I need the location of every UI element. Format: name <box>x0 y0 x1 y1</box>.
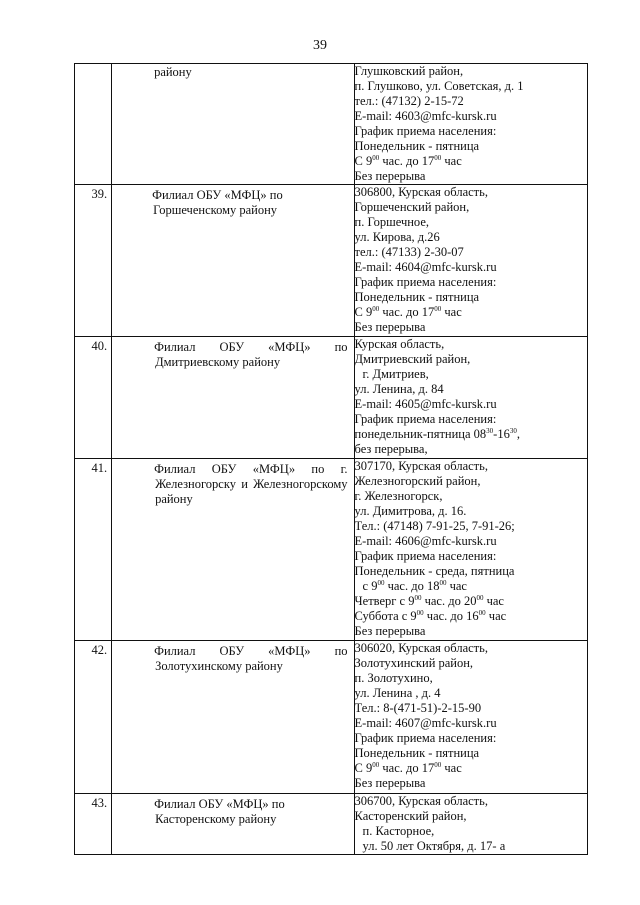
schedule-line: Четверг с $9^{00}$ час. до $20^{00}$ час <box>354 593 504 608</box>
schedule-line: понедельник-пятница $08^{30}-16^{30}$, <box>354 426 520 441</box>
row-number-cell <box>75 64 112 185</box>
row-number-cell: 42. <box>75 641 112 794</box>
address-cell: Курская область, Дмитриевский район, г. Дмитриев, ул. Ленина, д. 84 E-mail: 4605@mfc-kursk.ru График приема населения: понедельник-пятница $08^{30}-16^{30}$, без перерыва, <box>354 337 587 459</box>
branch-name-cell: Филиал ОБУ «МФЦ» по Горшеченскому району <box>112 185 354 337</box>
address-cell: 306800, Курская область, Горшеченский район, п. Горшечное, ул. Кирова, д.26 тел.: (47133) 2-30-07 E-mail: 4604@mfc-kursk.ru График приема населения: Понедельник - пятница С $9^{00}$ час. до $17^{00}$ час Без перерыва <box>354 185 587 337</box>
table-row <box>75 185 588 337</box>
schedule-line: С $9^{00}$ час. до $17^{00}$ час <box>354 760 462 775</box>
row-number-cell: 41. <box>75 459 112 641</box>
table-row <box>75 794 588 855</box>
table-row <box>75 459 588 641</box>
branch-name-cell: Филиал ОБУ «МФЦ» по Золотухинскому району <box>112 641 354 794</box>
schedule-line: Суббота с $9^{00}$ час. до $16^{00}$ час <box>354 608 507 623</box>
address-cell: Глушковский район, п. Глушково, ул. Советская, д. 1 тел.: (47132) 2-15-72 E-mail: 4603@mfc-kursk.ru График приема населения: Понедельник - пятница С $9^{00}$ час. до $17^{00}$ час Без перерыва <box>354 64 587 185</box>
branch-name-cell: району <box>112 64 354 185</box>
schedule-line: С $9^{00}$ час. до $17^{00}$ час <box>354 153 462 168</box>
address-cell: 307170, Курская область, Железногорский район, г. Железногорск, ул. Димитрова, д. 16. Тел.: (47148) 7-91-25, 7-91-26; E-mail: 4606@mfc-kursk.ru График приема населения: Понедельник - среда, пятница с $9^{00}$ час. до $18^{00}$ час Четверг с $9^{00}$ час. до $20^{00}$ час Суббота с $9^{00}$ час. до $16^{00}$ час Без перерыва <box>354 459 587 641</box>
table-row <box>75 64 588 185</box>
page-number: 39 <box>313 38 327 53</box>
table-row <box>75 337 588 459</box>
table-row <box>75 641 588 794</box>
branches-table <box>74 63 588 855</box>
schedule-line: С $9^{00}$ час. до $17^{00}$ час <box>354 304 462 319</box>
branch-name-cell: Филиал ОБУ «МФЦ» по г. Железногорску и Железногорскому району <box>112 459 354 641</box>
branch-name-cell: Филиал ОБУ «МФЦ» по Дмитриевскому району <box>112 337 354 459</box>
schedule-line: с $9^{00}$ час. до $18^{00}$ час <box>362 578 467 593</box>
address-cell: 306700, Курская область, Касторенский район, п. Касторное, ул. 50 лет Октября, д. 17- а <box>354 794 587 855</box>
row-number-cell: 40. <box>75 337 112 459</box>
address-cell: 306020, Курская область, Золотухинский район, п. Золотухино, ул. Ленина , д. 4 Тел.: 8-(471-51)-2-15-90 E-mail: 4607@mfc-kursk.ru График приема населения: Понедельник - пятница С $9^{00}$ час. до $17^{00}$ час Без перерыва <box>354 641 587 794</box>
row-number-cell: 43. <box>75 794 112 855</box>
branch-name-cell: Филиал ОБУ «МФЦ» по Касторенскому району <box>112 794 354 855</box>
row-number-cell: 39. <box>75 185 112 337</box>
